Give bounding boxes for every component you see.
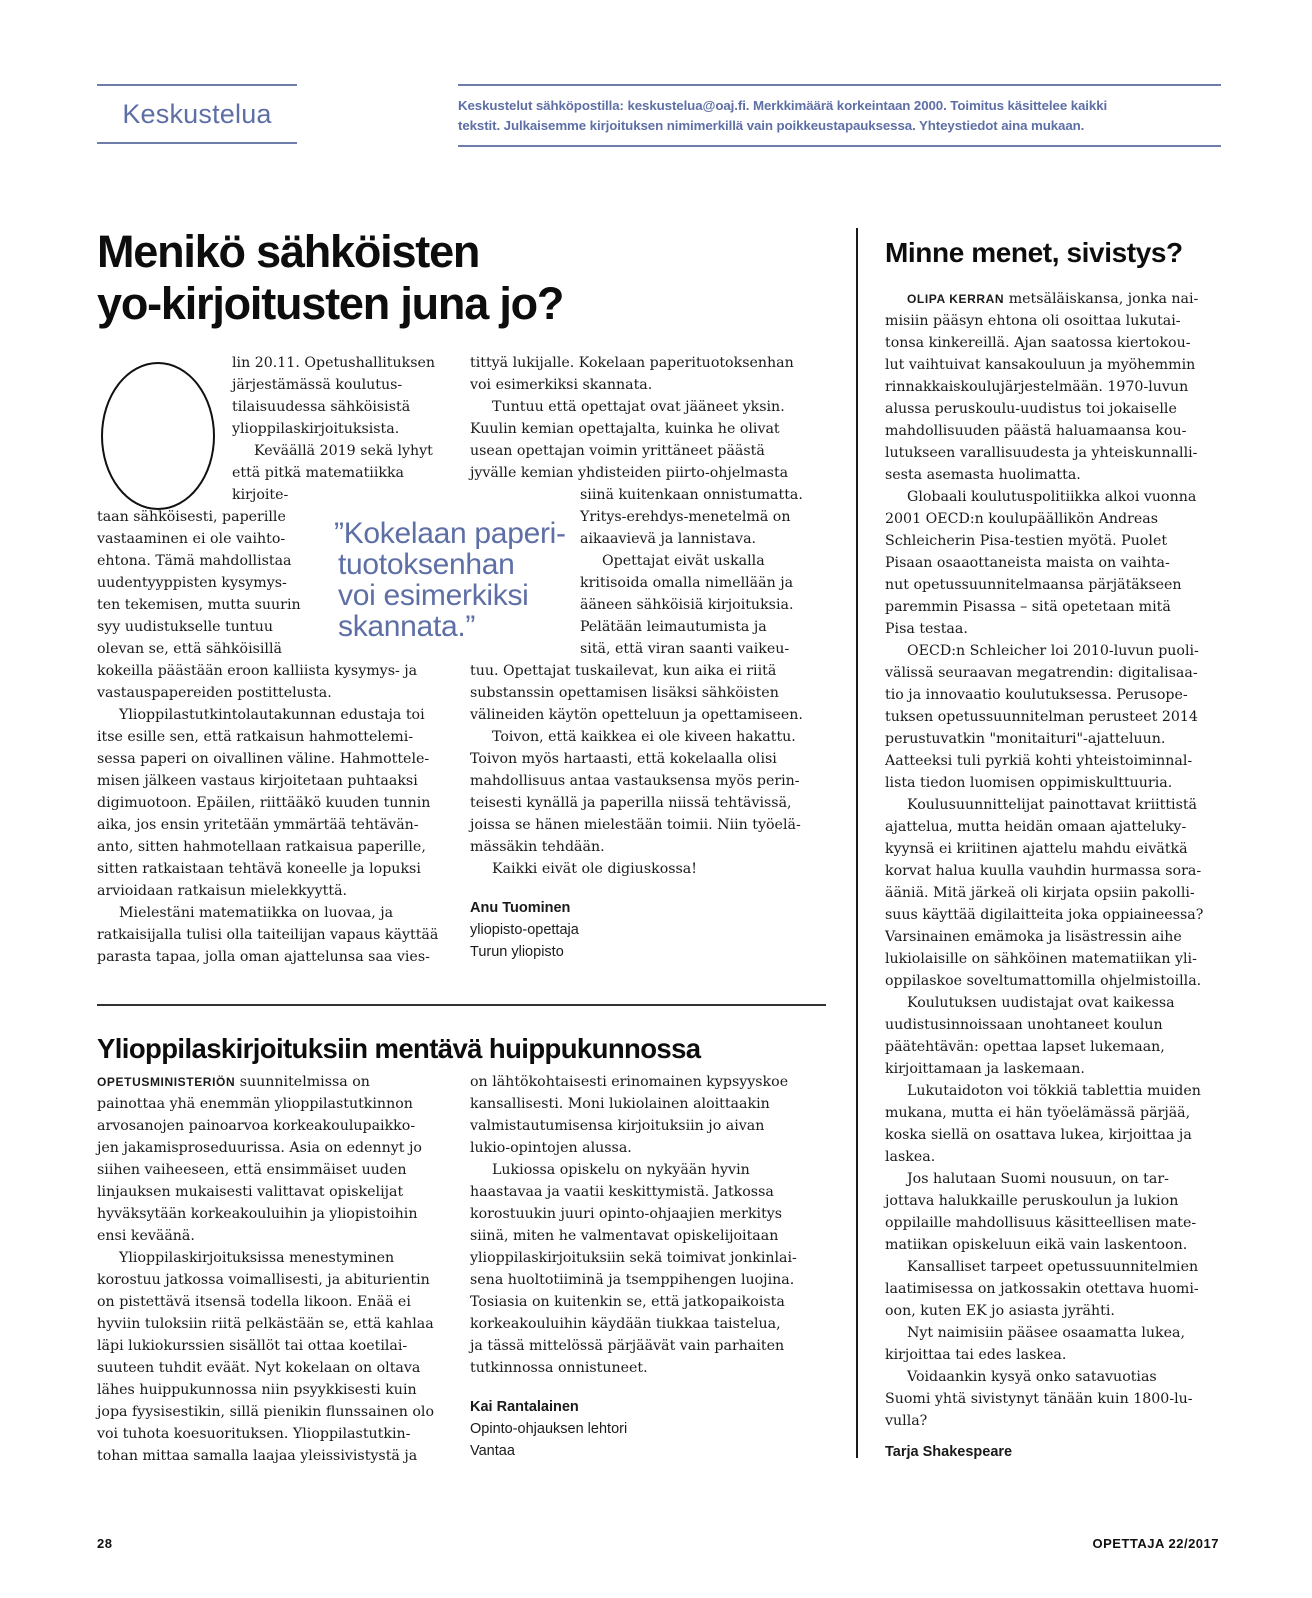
- text-line: Aatteeksi tuli pyrkiä kohti yhteistoiminnal-: [885, 753, 1193, 769]
- text-line: oppilaskoe soveltumattomilla ohjelmistoilla.: [885, 973, 1202, 989]
- drop-cap-o: [101, 362, 215, 510]
- text-line: jopa fyysisestikin, sillä pienikin flunssainen olo: [97, 1404, 435, 1420]
- pull-quote-line: skannata.”: [338, 610, 476, 643]
- text-line: olevan se, että sähköisillä: [97, 641, 282, 657]
- text-line: kansallisesti. Moni lukiolainen aloittaakin: [470, 1096, 770, 1112]
- text-line: paremmin Pisassa – sitä opetetaan mitä: [885, 599, 1171, 615]
- text-line: taan sähköisesti, paperille: [97, 509, 286, 525]
- text-line: tio ja innovaatio koulutuksessa. Perusope-: [885, 687, 1188, 703]
- text-line: tutkinnossa onnistuneet.: [470, 1360, 648, 1376]
- text-line: välissä seuraavan megatrendin: digitalisaa-: [885, 665, 1198, 681]
- article1-col2-narrow: [580, 484, 820, 660]
- text-line: Voidaankin kysyä onko satavuotias: [907, 1369, 1157, 1385]
- text-line: siinä kuitenkaan onnistumatta.: [580, 487, 803, 503]
- text-line: lähes huippukunnossa niin psyykkisesti kuin: [97, 1382, 417, 1398]
- text-line: vastauspapereiden postittelusta.: [97, 685, 332, 701]
- text-line: sessa paperi on oivallinen väline. Hahmottele-: [97, 751, 430, 767]
- text-line: jottava halukkaille peruskoulun ja lukion: [885, 1193, 1179, 1209]
- text-line: mahdollisuuden päästä haluamaansa kou-: [885, 423, 1187, 439]
- text-line: Koulutuksen uudistajat ovat kaikessa: [907, 995, 1175, 1011]
- text-line: substanssin opettamisen lisäksi sähköisten: [470, 685, 779, 701]
- text-line: Pisa testaa.: [885, 621, 968, 637]
- text-line: nut opetussuunnitelmaansa pärjätäkseen: [885, 577, 1182, 593]
- text-line: Suomi yhtä sivistynyt tänään kuin 1800-lu-: [885, 1391, 1193, 1407]
- text-line: OPETUSMINISTERIÖN suunnitelmissa on: [97, 1074, 370, 1090]
- pull-quote-line: tuotoksenhan: [338, 548, 515, 581]
- text-line: lukio-opintojen alussa.: [470, 1140, 632, 1156]
- pull-quote: [334, 518, 584, 642]
- text-line: korkeakouluihin käydään tiukkaa taistelua,: [470, 1316, 781, 1332]
- text-line: kirjoittamaan ja laskemaan.: [885, 1061, 1085, 1077]
- text-line: misen jälkeen vastaus kirjoitetaan puhtaaksi: [97, 773, 418, 789]
- text-line: Jos halutaan Suomi nousuun, on tar-: [907, 1171, 1169, 1187]
- text-line: korostuu jatkossa voimallisesti, ja abiturientin: [97, 1272, 430, 1288]
- text-line: joissa se hänen mielestään toimii. Niin työelä-: [470, 817, 801, 833]
- article2-signature: [470, 1396, 770, 1462]
- text-line: voi tuhota koesuorituksen. Ylioppilastutkin-: [97, 1426, 411, 1442]
- text-line: on lähtökohtaisesti erinomainen kypsyyskoe: [470, 1074, 789, 1090]
- text-line: rinnakkaiskoulujärjestelmään. 1970-luvun: [885, 379, 1189, 395]
- article1-signature: [470, 897, 770, 963]
- text-line: digimuotoon. Epäilen, riittääkö kuuden tunnin: [97, 795, 431, 811]
- lead-word: OPETUSMINISTERIÖN: [97, 1075, 236, 1089]
- text-line: Nyt naimisiin pääsee osaamatta lukea,: [907, 1325, 1186, 1341]
- text-line: parasta tapaa, jolla oman ajattelunsa saa vies-: [97, 949, 430, 965]
- divider: [97, 1004, 826, 1006]
- text-line: anto, sitten hahmotellaan ratkaisua paperille,: [97, 839, 426, 855]
- text-line: arvioidaan ratkaisun mielekkyyttä.: [97, 883, 348, 899]
- author-title: yliopisto-opettaja: [470, 922, 579, 938]
- article1-col2-top: [470, 352, 820, 484]
- text-line: siinä, miten he valmentavat opiskelijoitaan: [470, 1228, 779, 1244]
- text-line: sena huoltotiiminä ja tsemppihengen luojina.: [470, 1272, 795, 1288]
- text-line: teisesti kynällä ja paperilla niissä tehtävissä,: [470, 795, 792, 811]
- text-line: valmistautumisensa kirjoituksiin jo aivan: [470, 1118, 765, 1134]
- text-line: alussa peruskoulu-uudistus toi jokaiselle: [885, 401, 1177, 417]
- author-title: Opinto-ohjauksen lehtori: [470, 1421, 628, 1437]
- article1-title: [97, 226, 837, 330]
- text-line: mukana, mutta ei hän työelämässä pärjää,: [885, 1105, 1191, 1121]
- text-line: Mielestäni matematiikka on luovaa, ja: [119, 905, 394, 921]
- text-line: Lukiossa opiskelu on nykyään hyvin: [492, 1162, 750, 1178]
- text-line: jen jakamisproseduurissa. Asia on edennyt jo: [97, 1140, 422, 1156]
- section-header: [97, 84, 297, 144]
- text-line: siihen vaiheeseen, että ensimmäiset uuden: [97, 1162, 407, 1178]
- text-line: Toivon, että kaikkea ei ole kiveen hakattu.: [492, 729, 796, 745]
- text-line: Pisaan osaaottaneista maista on vaihta-: [885, 555, 1170, 571]
- article3-body: [885, 288, 1215, 1432]
- text-line: kirjoittaa tai edes laskea.: [885, 1347, 1067, 1363]
- text-line: sesta asemasta huolimatta.: [885, 467, 1081, 483]
- text-line: kirjoite-: [232, 487, 289, 503]
- text-line: Opettajat eivät uskalla: [602, 553, 765, 569]
- text-line: Koulusuunnittelijat painottavat kriittistä: [907, 797, 1198, 813]
- text-line: ten tekemisen, mutta suurin: [97, 597, 301, 613]
- text-line: itse esille sen, että ratkaisun hahmottelemi-: [97, 729, 414, 745]
- text-line: Schleicherin Pisa-testien myötä. Puolet: [885, 533, 1168, 549]
- text-line: päätehtävän: opettaa lapset lukemaan,: [885, 1039, 1165, 1055]
- text-line: jyvälle kemian yhdisteiden piirto-ohjelmasta: [470, 465, 789, 481]
- text-line: kritisoida omalla nimellään ja: [580, 575, 794, 591]
- text-line: laskea.: [885, 1149, 936, 1165]
- text-line: perustuvatkin "monitaituri"-ajatteluun.: [885, 731, 1166, 747]
- text-line: tohan mittaa samalla laajaa yleissivistystä ja: [97, 1448, 418, 1464]
- text-line: suus käyttää digilaitteita joka oppiaineessa?: [885, 907, 1204, 923]
- text-line: läpi lukiokurssien sisällöt tai ottaa koetilai-: [97, 1338, 408, 1354]
- article1-col2-bottom: [470, 660, 820, 880]
- lead-word: OLIPA KERRAN: [907, 292, 1005, 306]
- text-line: Pelätään leimautumista ja: [580, 619, 767, 635]
- title-line: yo-kirjoitusten juna jo?: [97, 278, 564, 329]
- text-line: laatimisessa on jatkossakin otettava huomi-: [885, 1281, 1199, 1297]
- text-line: sitä, että viran saanti vaikeu-: [580, 641, 790, 657]
- text-line: tonsa kinkereillä. Ajan saatossa kiertokou-: [885, 335, 1191, 351]
- text-line: Tuntuu että opettajat ovat jääneet yksin.: [492, 399, 785, 415]
- text-line: painottaa yhä enemmän ylioppilastutkinnon: [97, 1096, 413, 1112]
- text-line: uudentyyppisten kysymys-: [97, 575, 287, 591]
- text-line: tilaisuudessa sähköisistä: [232, 399, 411, 415]
- article3-title: Minne menet, sivistys?: [885, 237, 1183, 268]
- text-line: ajattelua, mutta heidän omaan ajatteluky-: [885, 819, 1187, 835]
- text-line: syy uudistukselle tuntuu: [97, 619, 274, 635]
- text-line: lin 20.11. Opetushallituksen: [232, 355, 436, 371]
- author-name: Kai Rantalainen: [470, 1399, 579, 1415]
- author-place: Vantaa: [470, 1443, 515, 1459]
- text-line: Kansalliset tarpeet opetussuunnitelmien: [907, 1259, 1199, 1275]
- text-line: linjauksen mukaisesti valittavat opiskelijat: [97, 1184, 404, 1200]
- text-line: OECD:n Schleicher loi 2010-luvun puoli-: [907, 643, 1199, 659]
- text-line: välineiden käytön opetteluun ja opettamiseen.: [470, 707, 803, 723]
- text-line: koska siellä on osattava lukea, kirjoittaa ja: [885, 1127, 1192, 1143]
- text-line: oon, kuten EK jo asiasta jyrähti.: [885, 1303, 1115, 1319]
- text-line: vulla?: [885, 1413, 928, 1429]
- text-line: että pitkä matematiikka: [232, 465, 405, 481]
- note-line: tekstit. Julkaisemme kirjoituksen nimimerkillä vain poikkeustapauksessa. Yhteystiedot aina mukaan.: [458, 118, 1085, 133]
- text-line: ratkaisijalla tulisi olla taiteilijan vapaus käyttää: [97, 927, 439, 943]
- text-line: ensi keväänä.: [97, 1228, 195, 1244]
- text-line: ja tässä mittelössä pärjäävät vain parhaiten: [470, 1338, 785, 1354]
- text-line: Tosiasia on kuitenkin se, että jatkopaikoista: [470, 1294, 785, 1310]
- text-line: hyväksytään korkeakouluihin ja yliopistoihin: [97, 1206, 418, 1222]
- article2-title: Ylioppilaskirjoituksiin mentävä huippukunnossa: [97, 1033, 701, 1064]
- text-line: Kuulin kemian opettajalta, kuinka he olivat: [470, 421, 780, 437]
- text-line: Ylioppilastutkintolautakunnan edustaja toi: [119, 707, 425, 723]
- text-line: Ylioppilaskirjoituksissa menestyminen: [119, 1250, 395, 1266]
- text-line: voi esimerkiksi skannata.: [470, 377, 653, 393]
- text-line: aika, jos ensin yritetään ymmärtää tehtävän-: [97, 817, 419, 833]
- divider: [458, 145, 1221, 147]
- article1-narrow-text: [97, 506, 322, 660]
- text-line: ylioppilaskirjoituksiin sekä toimivat jonkinlai-: [470, 1250, 797, 1266]
- text-line: ääniä. Mitä järkeä oli kirjata opsiin pakolli-: [885, 885, 1195, 901]
- text-line: Kaikki eivät ole digiuskossa!: [492, 861, 697, 877]
- text-line: misiin pääsyn ehtona oli osoittaa lukutai-: [885, 313, 1181, 329]
- text-line: uudistusinnoissaan unohtaneet koulun: [885, 1017, 1163, 1033]
- text-line: lutukseen varallisuudesta ja yhteiskunnalli-: [885, 445, 1198, 461]
- text-line: mässäkin tehdään.: [470, 839, 605, 855]
- article2-col2: [470, 1071, 825, 1379]
- author-name: Anu Tuominen: [470, 900, 571, 916]
- publication-info: OPETTAJA 22/2017: [1092, 1536, 1219, 1551]
- text-line: Lukutaidoton voi tökkiä tablettia muiden: [907, 1083, 1201, 1099]
- author-place: Turun yliopisto: [470, 944, 564, 960]
- text-line: oppilaille mahdollisuus käsitteellisen mate-: [885, 1215, 1197, 1231]
- text-line: korostuukin juuri opinto-ohjaajien merkitys: [470, 1206, 783, 1222]
- submission-note: [458, 84, 1221, 147]
- pull-quote-line: voi esimerkiksi: [338, 579, 529, 612]
- text-line: 2001 OECD:n koulupäällikön Andreas: [885, 511, 1158, 527]
- title-line: Menikö sähköisten: [97, 226, 480, 277]
- text-line: lut vaihtuivat kansakouluun ja myöhemmin: [885, 357, 1196, 373]
- article1-intro: [232, 352, 457, 506]
- text-line: aikaavievä ja lannistava.: [580, 531, 757, 547]
- text-line: lukiolaisille on sähköinen matematiikan yli-: [885, 951, 1197, 967]
- text-line: ääneen sähköisiä kirjoituksia.: [580, 597, 794, 613]
- text-line: tuu. Opettajat tuskailevat, kun aika ei riitä: [470, 663, 777, 679]
- article1-body: [97, 660, 447, 968]
- text-line: sitten ratkaistaan tehtävä koneelle ja lopuksi: [97, 861, 421, 877]
- article2-col1: [97, 1071, 452, 1467]
- section-label: Keskustelua: [122, 99, 272, 129]
- divider: [97, 142, 297, 144]
- pull-quote-line: ”Kokelaan paperi-: [334, 517, 566, 550]
- text-line: tittyä lukijalle. Kokelaan paperituotoksenhan: [470, 355, 794, 371]
- article3-signature: [885, 1441, 1185, 1463]
- text-line: Keväällä 2019 sekä lyhyt: [254, 443, 433, 459]
- text-line: lista tiedon luomisen oppimiskulttuuria.: [885, 775, 1173, 791]
- note-line: Keskustelut sähköpostilla: keskustelua@oaj.fi. Merkkimäärä korkeintaan 2000. Toimitus käsittelee kaikki: [458, 98, 1108, 113]
- text-line: ehtona. Tämä mahdollistaa: [97, 553, 292, 569]
- text-line: haastavaa ja vaatii keskittymistä. Jatkossa: [470, 1184, 774, 1200]
- page-number: 28: [97, 1536, 113, 1551]
- text-line: ylioppilaskirjoituksista.: [232, 421, 400, 437]
- text-line: Varsinainen emämoka ja lisästressin aihe: [885, 929, 1182, 945]
- text-line: OLIPA KERRAN metsäläiskansa, jonka nai-: [907, 291, 1199, 307]
- text-line: suuteen tuhdit eväät. Nyt kokelaan on oltava: [97, 1360, 421, 1376]
- text-line: hyviin tuloksiin riitä pelkästään se, että kahlaa: [97, 1316, 434, 1332]
- author-name: Tarja Shakespeare: [885, 1444, 1013, 1460]
- text-line: kokeilla päästään eroon kalliista kysymys- ja: [97, 663, 418, 679]
- text-line: arvosanojen painoarvoa korkeakoulupaikko-: [97, 1118, 416, 1134]
- text-line: vastaaminen ei ole vaihto-: [97, 531, 286, 547]
- text-line: matiikan opiskeluun eikä vain laskentoon.: [885, 1237, 1188, 1253]
- text-line: kyynsä ei kriitinen ajattelu mahdu eivätkä: [885, 841, 1188, 857]
- text-line: Toivon myös hartaasti, että kokelaalla olisi: [470, 751, 777, 767]
- text-line: mahdollisuus antaa vastauksensa myös perin-: [470, 773, 800, 789]
- text-line: on pistettävä itsensä todella likoon. Enää ei: [97, 1294, 411, 1310]
- text-line: tuksen opetussuunnitelman perusteet 2014: [885, 709, 1198, 725]
- text-line: usean opettajan voimin yrittäneet päästä: [470, 443, 765, 459]
- column-divider: [856, 228, 858, 1458]
- text-line: Globaali koulutuspolitiikka alkoi vuonna: [907, 489, 1197, 505]
- text-line: korvat halua kuulla vauhdin hurmassa sora-: [885, 863, 1202, 879]
- text-line: järjestämässä koulutus-: [232, 377, 403, 393]
- text-line: Yritys-erehdys-menetelmä on: [580, 509, 791, 525]
